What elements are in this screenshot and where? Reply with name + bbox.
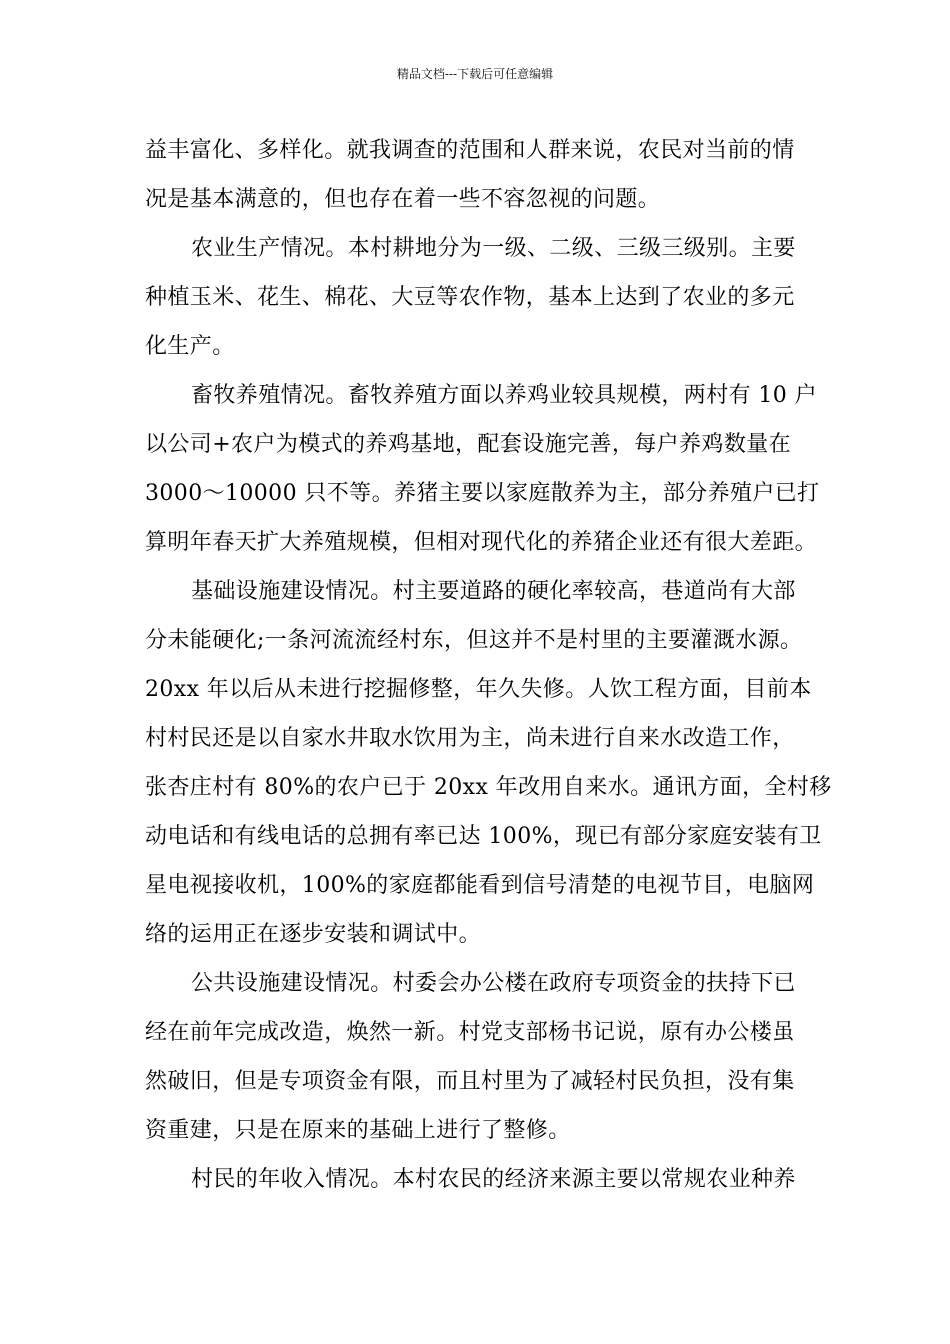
paragraph-start-line: 畜牧养殖情况。畜牧养殖方面以养鸡业较具规模，两村有 10 户 [191,383,817,408]
text-line: 20xx 年以后从未进行挖掘修整，年久失修。人饮工程方面，目前本 [145,677,812,702]
text-line: 经在前年完成改造，焕然一新。村党支部杨书记说，原有办公楼虽 [145,1020,795,1045]
page-header: 精品文档---下载后可任意编辑 [396,67,554,81]
text-line: 3000～10000 只不等。养猪主要以家庭散养为主，部分养殖户已打 [145,481,820,506]
text-line: 种植玉米、花生、棉花、大豆等农作物，基本上达到了农业的多元 [145,285,795,310]
text-line: 分未能硬化;一条河流流经村东，但这并不是村里的主要灌溉水源。 [145,628,803,653]
paragraph-start-line: 基础设施建设情况。村主要道路的硬化率较高，巷道尚有大部 [191,579,796,604]
paragraph-start-line: 村民的年收入情况。本村农民的经济来源主要以常规农业种养 [191,1167,796,1192]
paragraph-start-line: 农业生产情况。本村耕地分为一级、二级、三级三级别。主要 [191,236,796,261]
text-line: 动电话和有线电话的总拥有率已达 100%，现已有部分家庭安装有卫 [145,824,822,849]
text-line: 星电视接收机，100%的家庭都能看到信号清楚的电视节目，电脑网 [145,873,815,898]
text-line: 张杏庄村有 80%的农户已于 20xx 年改用自来水。通讯方面，全村移 [145,775,832,800]
text-line: 络的运用正在逐步安装和调试中。 [145,922,482,947]
text-line: 化生产。 [145,334,235,359]
text-line: 村村民还是以自家水井取水饮用为主，尚未进行自来水改造工作， [145,726,795,751]
document-body [145,126,832,1204]
paragraph-start-line: 公共设施建设情况。村委会办公楼在政府专项资金的扶持下已 [191,971,796,996]
text-line: 算明年春天扩大养殖规模，但相对现代化的养猪企业还有很大差距。 [145,530,818,555]
text-line: 况是基本满意的，但也存在着一些不容忽视的问题。 [145,187,661,212]
text-line: 以公司+农户为模式的养鸡基地，配套设施完善，每户养鸡数量在 [145,432,792,457]
text-line: 益丰富化、多样化。就我调查的范围和人群来说，农民对当前的情 [145,138,795,163]
text-line: 资重建，只是在原来的基础上进行了整修。 [145,1118,571,1143]
text-line: 然破旧，但是专项资金有限，而且村里为了减轻村民负担，没有集 [145,1069,795,1094]
